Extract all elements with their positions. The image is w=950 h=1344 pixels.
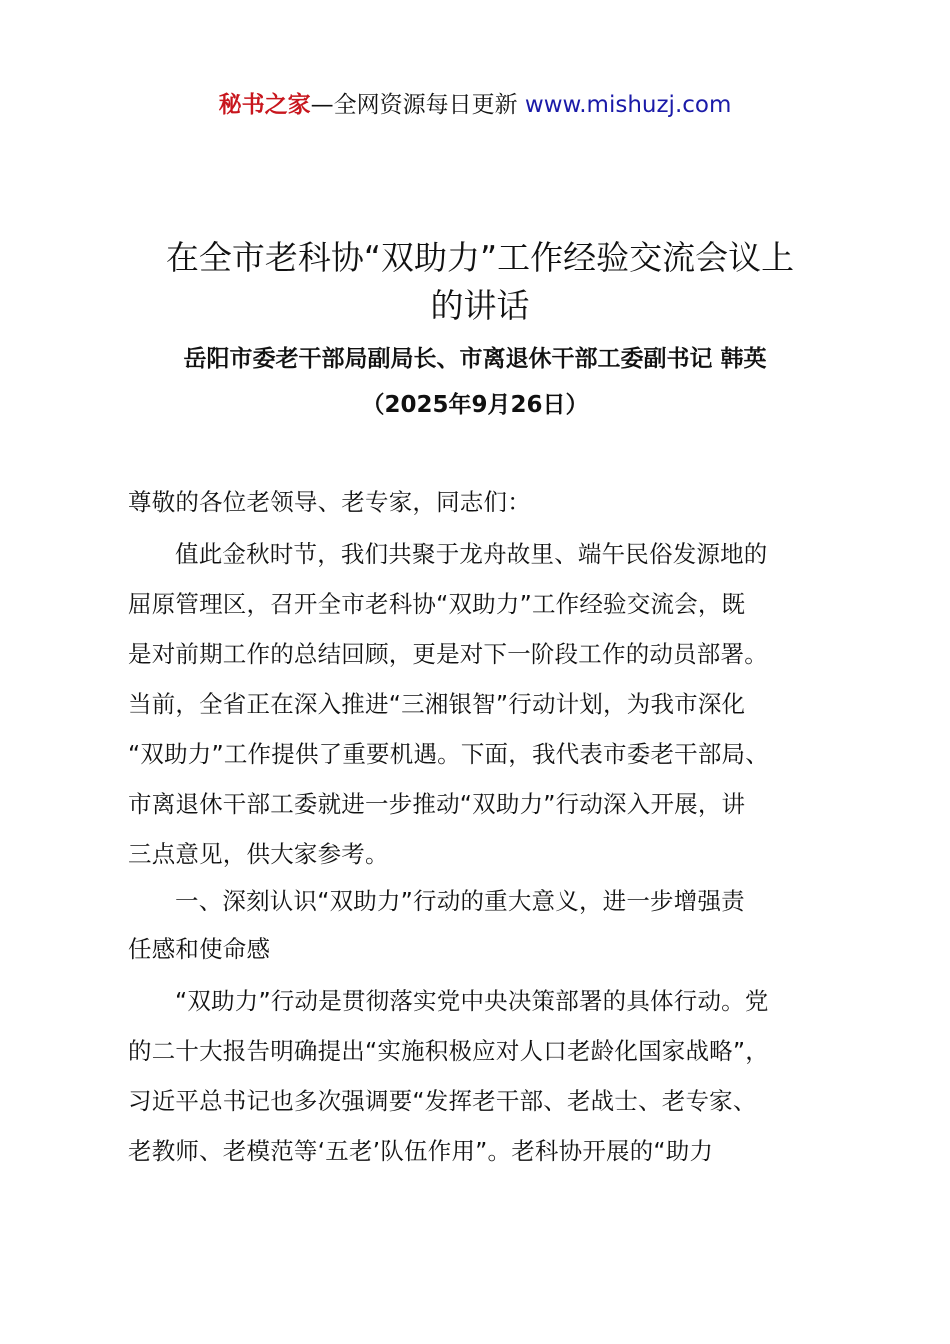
body-line: 的二十大报告明确提出“实施积极应对人口老龄化国家战略”， bbox=[128, 1037, 769, 1065]
speaker-byline: 岳阳市委老干部局副局长、市离退休干部工委副书记 韩英 bbox=[183, 346, 767, 372]
section-heading-line: 任感和使命感 bbox=[128, 935, 271, 963]
body-line: “双助力”工作提供了重要机遇。下面，我代表市委老干部局、 bbox=[128, 740, 769, 768]
body-line: 三点意见，供大家参考。 bbox=[128, 840, 389, 868]
document-title-line1: 在全市老科协“双助力”工作经验交流会议上 bbox=[165, 238, 795, 277]
site-url[interactable]: www.mishuzj.com bbox=[524, 92, 732, 118]
body-line: “双助力”行动是贯彻落实党中央决策部署的具体行动。党 bbox=[175, 987, 769, 1015]
speech-date: （2025年9月26日） bbox=[361, 392, 589, 418]
body-line: 习近平总书记也多次强调要“发挥老干部、老战士、老专家、 bbox=[128, 1087, 757, 1115]
body-line: 值此金秋时节，我们共聚于龙舟故里、端午民俗发源地的 bbox=[175, 540, 768, 568]
section-heading-line: 一、深刻认识“双助力”行动的重大意义，进一步增强责 bbox=[175, 887, 745, 915]
body-line: 当前，全省正在深入推进“三湘银智”行动计划，为我市深化 bbox=[128, 690, 746, 718]
site-banner bbox=[0, 88, 950, 122]
salutation: 尊敬的各位老领导、老专家，同志们： bbox=[128, 488, 531, 516]
body-line: 老教师、老模范等‘五老’队伍作用”。老科协开展的“助力 bbox=[128, 1137, 714, 1165]
body-line: 市离退休干部工委就进一步推动“双助力”行动深入开展，讲 bbox=[128, 790, 746, 818]
body-line: 屈原管理区，召开全市老科协“双助力”工作经验交流会，既 bbox=[128, 590, 746, 618]
banner-tagline: —全网资源每日更新 bbox=[310, 92, 525, 118]
brand-name: 秘书之家 bbox=[218, 92, 311, 118]
body-line: 是对前期工作的总结回顾，更是对下一阶段工作的动员部署。 bbox=[128, 640, 768, 668]
document-title-line2: 的讲话 bbox=[430, 286, 530, 325]
